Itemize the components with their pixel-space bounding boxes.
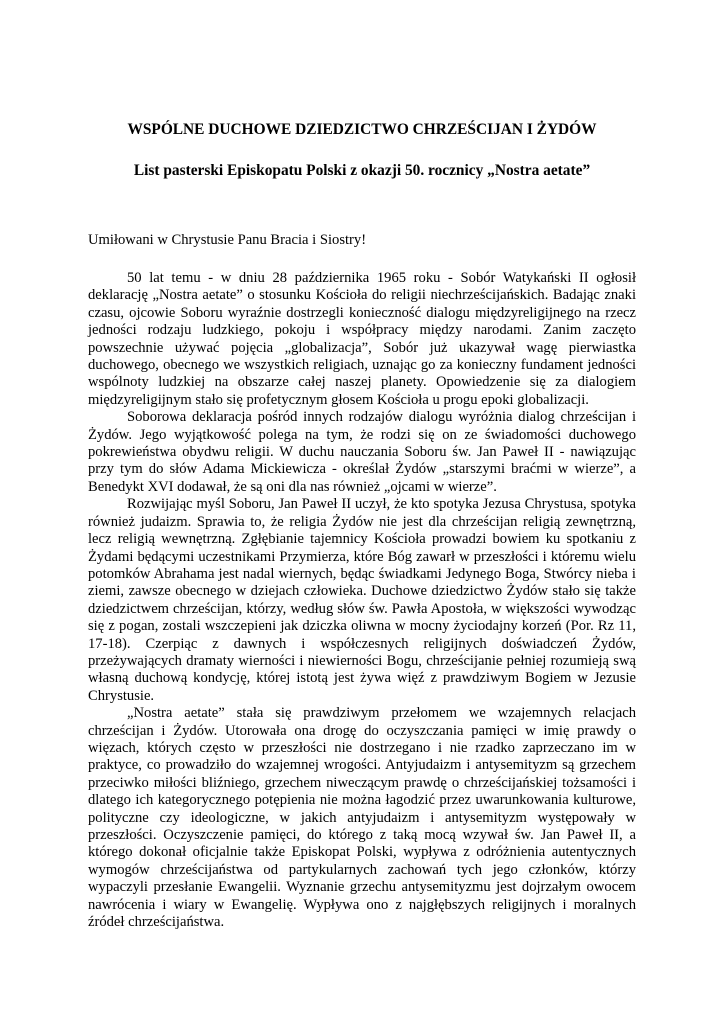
letter-body xyxy=(88,270,636,931)
document-title: WSPÓLNE DUCHOWE DZIEDZICTWO CHRZEŚCIJAN I ŻYDÓW xyxy=(127,121,597,138)
paragraph: Rozwijając myśl Soboru, Jan Paweł II uczył, że kto spotyka Jezusa Chrystusa, spotyka również judaizm. Sprawia to, że religia Żydów nie jest dla chrześcijan religią zewnętrzną, lecz religią wewnętrzną. Zgłębianie tajemnicy Kościoła prowadzi bowiem ku spotkaniu z Żydami będącymi uczestnikami Przymierza, które Bóg zawarł w przeszłości i któremu wielu potomków Abrahama jest nadal wiernych, będąc świadkami Jedynego Boga, Stwórcy nieba i ziemi, zawsze obecnego w dziejach człowieka. Duchowe dziedzictwo Żydów stało się także dziedzictwem chrześcijan, którzy, według słów św. Pawła Apostoła, w większości wywodząc się z pogan, zostali wszczepieni jak dziczka oliwna w mocny życiodajny korzeń (Por. Rz 11, 17-18). Czerpiąc z dawnych i współczesnych religijnych doświadczeń Żydów, przeżywających dramaty wierności i niewierności Bogu, chrześcijanie pełniej rozumieją swą własną duchową kondycję, której istotą jest żywa więź z prawdziwym Bogiem w Jezusie Chrystusie. xyxy=(88,496,636,704)
paragraph: Soborowa deklaracja pośród innych rodzajów dialogu wyróżnia dialog chrześcijan i Żydów. Jego wyjątkowość polega na tym, że rodzi się on ze świadomości duchowego pokrewieństwa obydwu religii. W duchu nauczania Soboru św. Jan Paweł II - nawiązując przy tym do słów Adama Mickiewicza - określał Żydów „starszymi braćmi w wierze”, a Benedykt XVI dodawał, że są oni dla nas również „ojcami w wierze”. xyxy=(88,409,636,495)
document-subtitle: List pasterski Episkopatu Polski z okazji 50. rocznicy „Nostra aetate” xyxy=(133,162,591,179)
paragraph: „Nostra aetate” stała się prawdziwym przełomem we wzajemnych relacjach chrześcijan i Żydów. Utorowała ona drogę do oczyszczania pamięci w imię prawdy o więzach, których często w przeszłości nie dostrzegano i nie rzadko zaprzeczano im w praktyce, co prowadziło do wzajemnej wrogości. Antyjudaizm i antysemityzm są grzechem przeciwko miłości bliźniego, grzechem niweczącym prawdę o chrześcijańskiej tożsamości i dlatego ich kategorycznego potępienia nie można łagodzić przez uwarunkowania kulturowe, polityczne czy ideologiczne, w jakich antyjudaizm i antysemityzm występowały w przeszłości. Oczyszczenie pamięci, do którego z taką mocą wzywał św. Jan Paweł II, a którego dokonał oficjalnie także Episkopat Polski, wypływa z odróżnienia autentycznych wymogów chrześcijaństwa od partykularnych zachowań tych jego członków, którzy wypaczyli przesłanie Ewangelii. Wyznanie grzechu antysemityzmu jest dojrzałym owocem nawrócenia i wiary w Ewangelię. Wypływa ono z najgłębszych religijnych i moralnych źródeł chrześcijaństwa. xyxy=(88,705,636,931)
greeting: Umiłowani w Chrystusie Panu Bracia i Siostry! xyxy=(88,232,367,248)
paragraph: 50 lat temu - w dniu 28 października 1965 roku - Sobór Watykański II ogłosił deklarację „Nostra aetate” o stosunku Kościoła do religii niechrześcijańskich. Badając znaki czasu, ojcowie Soboru wyraźnie dostrzegli konieczność dialogu międzyreligijnego na rzecz jedności rodzaju ludzkiego, pokoju i współpracy między narodami. Zanim zaczęto powszechnie używać pojęcia „globalizacja”, Sobór już ukazywał wagę pierwiastka duchowego, obecnego we wszystkich religiach, uznając go za konieczny fundament jedności wspólnoty ludzkiej na obszarze całej naszej planety. Opowiedzenie się za dialogiem międzyreligijnym stało się profetycznym głosem Kościoła u progu epoki globalizacji. xyxy=(88,270,636,408)
